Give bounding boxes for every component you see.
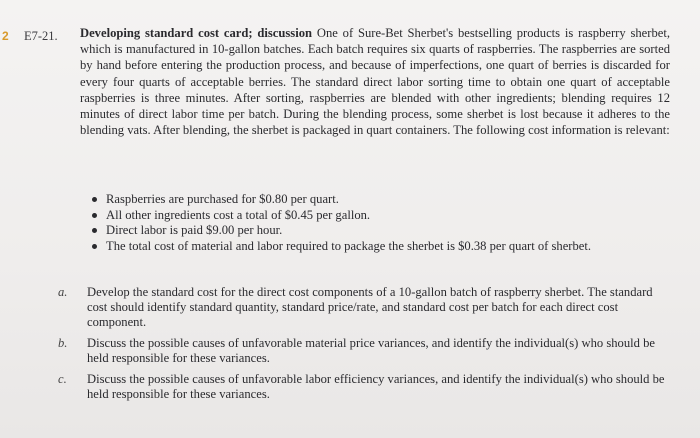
page-number: 2 [2,29,9,43]
list-item: All other ingredients cost a total of $0.45 per gallon. [92,208,652,224]
exercise-body: One of Sure-Bet Sherbet's bestselling products is raspberry sherbet, which is manufactured in 10-gallon batches. Each batch requires six quarts of raspberries. The raspberries are sorted by hand before entering the production process, and because of imperfections, one quart of berries is discarded for every four quarts of acceptable berries. The standard direct labor sorting time to obtain one quart of acceptable raspberries is three minutes. After sorting, raspberries are blended with other ingredients; blending requires 12 minutes of direct labor time per batch. During the blending process, some sherbet is lost because it adheres to the blending vats. After blending, the sherbet is packaged in quart containers. The following cost information is relevant: [80,26,671,138]
requirement-text: Discuss the possible causes of unfavorable labor efficiency variances, and identify the individual(s) who should be held responsible for these variances. [87,372,665,402]
requirement-letter: c. [58,372,67,386]
requirement-c [58,372,670,402]
cost-information-list [92,192,652,254]
requirement-b [58,336,670,366]
list-item: The total cost of material and labor required to package the sherbet is $0.38 per quart of sherbet. [92,239,652,255]
requirement-text: Develop the standard cost for the direct cost components of a 10-gallon batch of raspberry sherbet. The standard cost should identify standard quantity, standard price/rate, and standard cost per batch for each direct cost component. [87,285,653,330]
list-item: Raspberries are purchased for $0.80 per quart. [92,192,652,208]
requirement-a [58,285,670,331]
exercise-number: E7-21. [24,29,58,43]
exercise-paragraph [80,25,670,138]
list-item: Direct labor is paid $9.00 per hour. [92,223,652,239]
exercise-title: Developing standard cost card; discussion [80,26,313,40]
requirement-letter: a. [58,285,68,299]
requirement-text: Discuss the possible causes of unfavorable material price variances, and identify the individual(s) who should be held responsible for these variances. [87,336,655,366]
requirement-letter: b. [58,336,68,350]
